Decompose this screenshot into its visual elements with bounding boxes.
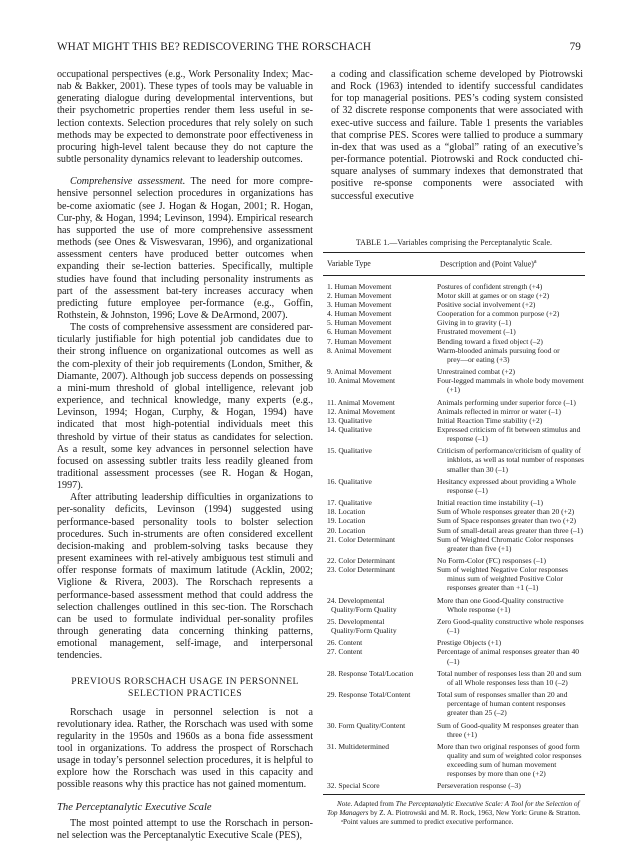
- table-row: [323, 516, 585, 525]
- table-row: [323, 669, 585, 687]
- paragraph: The most pointed attempt to use the Rorschach in person-nel selection was the Perceptanalytic Executive Scale (PES),: [57, 817, 313, 841]
- table-row: [323, 407, 585, 416]
- table-cell-description: Sum of Weighted Chromatic Color responses greater than five (+1): [437, 534, 574, 553]
- table-cell-variable-type: 28. Response Total/Location: [327, 668, 414, 678]
- table-row: [323, 446, 585, 473]
- table-cell-description: Total number of responses less than 20 and sum of all Whole responses less than 10 (–2): [437, 668, 582, 687]
- table-cell-variable-type: 13. Qualitative: [327, 415, 372, 425]
- table-cell-variable-type: 18. Location: [327, 507, 366, 517]
- note-source-title: The Perceptanalytic Executive Scale: A Tool for the Selection of Top Managers: [327, 799, 580, 817]
- table-row: [323, 416, 585, 425]
- table-cell-variable-type: 19. Location: [327, 516, 366, 526]
- table-1: [323, 238, 585, 827]
- table-row: [323, 638, 585, 647]
- paragraph: The costs of comprehensive assessment are considered par-ticularly justifiable for high potential job candidates due to their strong influence on organizational outcomes as well as the com-plexity of their job requirements (London, Smither, & Diamante, 2007). Although job success depends on possessing a mini-mum threshold of global intelligence, relevant job experience, and technical knowledge, many experts (e.g., Levinson, 1994; Hogan, Curphy, & Hogan, 1994) have indicated that most high-potential individuals meet this threshold by virtue of their status as candidates for selection. As a result, some key advances in personnel selection have focused on assessing subtler traits less readily gleaned from traditional assessment processes (see R. Hogan & Hogan, 1997).: [57, 322, 313, 492]
- running-header: [57, 41, 581, 53]
- table-cell-description: Unrestrained combat (+2): [437, 367, 516, 377]
- table-cell-variable-type: 29. Response Total/Content: [327, 690, 411, 700]
- table-cell-description: Hesitancy expressed about providing a Whole response (–1): [437, 476, 576, 495]
- table-row: [323, 721, 585, 739]
- table-row: [323, 690, 585, 717]
- table-cell-variable-type: 21. Color Determinant: [327, 534, 396, 544]
- page-number: 79: [569, 41, 581, 53]
- subsection-heading: The Perceptanalytic Executive Scale: [57, 801, 212, 813]
- table-cell-description: Sum of small-detail areas greater than three (–1): [437, 525, 584, 535]
- table-row: [323, 398, 585, 407]
- table-cell-description: Total sum of responses smaller than 20 and percentage of human content responses greater than 25 (–2): [437, 690, 568, 718]
- paragraph: [57, 176, 313, 322]
- table-cell-description: Giving in to gravity (–1): [437, 318, 512, 328]
- table-cell-description: Motor skill at games or on stage (+2): [437, 290, 550, 300]
- table-cell-variable-type: 15. Qualitative: [327, 446, 372, 456]
- table-cell-variable-type: 14. Qualitative: [327, 424, 372, 434]
- table-cell-description: Frustrated movement (–1): [437, 327, 516, 337]
- table-cell-variable-type: 31. Multidetermined: [327, 741, 390, 751]
- table-cell-variable-type: 1. Human Movement: [327, 281, 392, 291]
- table-row: [323, 291, 585, 300]
- table-cell-description: Warm-blooded animals pursuing food or prey—or eating (+3): [437, 345, 560, 364]
- table-cell-description: Initial reaction time instability (–1): [437, 498, 544, 508]
- table-row: [323, 337, 585, 346]
- table-cell-variable-type: 12. Animal Movement: [327, 406, 396, 416]
- left-column: [57, 69, 313, 842]
- table-cell-description: Sum of weighted Negative Color responses minus sum of weighted Positive Color responses greater than +1 (–1): [437, 565, 568, 593]
- table-cell-description: Zero Good-quality constructive whole responses (–1): [437, 616, 584, 636]
- table-cell-variable-type: 5. Human Movement: [327, 318, 392, 328]
- table-cell-description: Animals reflected in mirror or water (–1): [437, 406, 562, 416]
- table-cell-variable-type: 16. Qualitative: [327, 476, 372, 486]
- table-cell-variable-type: 9. Animal Movement: [327, 367, 392, 377]
- table-cell-description: Sum of Space responses greater than two (+2): [437, 516, 577, 526]
- table-row: [323, 327, 585, 336]
- section-heading-line: SELECTION PRACTICES: [128, 687, 242, 699]
- table-row: [323, 300, 585, 309]
- paragraph-body: The need for more compre-hensive personnel selection procedures in organizations has be-come axiomatic (see J. Hogan & Hogan, 2001; R. Hogan, Cur-phy, & Hogan, 1994; Levinson, 1994). Empirical research has supported the use of more comprehensive assessment methods (see Ones & Viswesvaran, 1996), and organizational assessment centers have produced better outcomes when expanding their se-lection batteries. Specifically, multiple studies have found that including personality instruments as part of the assessment bat-tery increases accuracy when predicting future employee per-formance (e.g., Goffin, Rothstein, & Johnston, 1996; Love & DeArmond, 2007).: [57, 176, 313, 321]
- table-cell-description: Criticism of performance/criticism of quality of inkblots, as well as total number of responses smaller than 30 (–1): [437, 446, 585, 474]
- table-caption: TABLE 1.—Variables comprising the Perceptanalytic Scale.: [355, 238, 553, 247]
- table-row: [323, 535, 585, 553]
- table-cell-variable-type: 26. Content: [327, 638, 363, 648]
- table-cell-description: Sum of Good-quality M responses greater than three (+1): [437, 720, 579, 739]
- table-cell-variable-type: 17. Qualitative: [327, 498, 372, 508]
- table-row: [323, 507, 585, 516]
- right-column: [331, 69, 583, 203]
- column-header-variable-type: Variable Type: [327, 259, 371, 268]
- table-cell-variable-type: 25. Developmental Quality/Form Quality: [327, 616, 397, 636]
- note-label: Note.: [337, 799, 353, 808]
- table-row: [323, 309, 585, 318]
- table-cell-variable-type: 6. Human Movement: [327, 327, 392, 337]
- footnote-marker: a: [533, 259, 537, 265]
- table-row: [323, 556, 585, 565]
- table-cell-variable-type: 4. Human Movement: [327, 309, 392, 319]
- table-cell-variable-type: 3. Human Movement: [327, 299, 392, 309]
- table-row: [323, 526, 585, 535]
- table-cell-description: No Form-Color (FC) responses (–1): [437, 556, 547, 565]
- table-row: [323, 617, 585, 635]
- table-cell-description: Initial Reaction Time stability (+2): [437, 415, 543, 425]
- table-cell-variable-type: 30. Form Quality/Content: [327, 720, 406, 730]
- table-row: [323, 647, 585, 665]
- table-cell-description: Prestige Objects (+1): [437, 638, 502, 648]
- table-cell-description: Bending toward a fixed object (–2): [437, 336, 543, 346]
- table-cell-variable-type: 24. Developmental Quality/Form Quality: [327, 595, 397, 614]
- table-cell-variable-type: 20. Location: [327, 525, 366, 535]
- section-heading: [57, 676, 313, 700]
- table-cell-variable-type: 10. Animal Movement: [327, 376, 396, 386]
- table-cell-variable-type: 2. Human Movement: [327, 290, 392, 300]
- table-cell-variable-type: 23. Color Determinant: [327, 565, 396, 575]
- table-cell-variable-type: 8. Animal Movement: [327, 345, 392, 355]
- run-in-heading: Comprehensive assessment.: [70, 176, 186, 188]
- table-note: Note. Adapted from The Perceptanalytic Executive Scale: A Tool for the Selection of Top Managers by Z. A. Piotrowski and M. R. Rock, 1963, New York: Grune & Stratton. ᵃPoint values are summed to predict executive performance.: [323, 800, 585, 827]
- table-row: [323, 367, 585, 376]
- paragraph: a coding and classification scheme developed by Piotrowski and Rock (1963) intended to identify successful candidates for top managerial positions. PES’s coding system consisted of 32 discrete response components that were associated with exec-utive success and failure. Table 1 presents the variables that comprise PES. Scores were tallied to produce a summary in-dex that was used as a “global” rating of an executive’s per-formance potential. Piotrowski and Rock conducted chi-square analyses of summary indexes that demonstrated that positive re-sponse components were associated with successful executive: [331, 69, 583, 202]
- table-row: [323, 425, 585, 443]
- table-cell-description: Expressed criticism of fit between stimulus and response (–1): [437, 424, 581, 444]
- table-cell-variable-type: 27. Content: [327, 647, 363, 657]
- table-row: [323, 596, 585, 614]
- table-row: [323, 282, 585, 291]
- table-cell-description: Perseveration response (–3): [437, 781, 521, 791]
- column-header-description: Description and (Point Value)$^a$: [440, 259, 537, 269]
- table-cell-description: Percentage of animal responses greater than 40 (–1): [437, 647, 580, 666]
- table-bottom-rule: [323, 794, 585, 795]
- table-cell-variable-type: 11. Animal Movement: [327, 397, 395, 407]
- table-cell-description: More than two original responses of good form quality and sum of weighted color responses exceeding sum of human movement responses by more than one (+2): [437, 741, 582, 779]
- table-row: [323, 477, 585, 495]
- table-row: [323, 742, 585, 779]
- table-cell-variable-type: 32. Special Score: [327, 781, 380, 791]
- table-footnote: ᵃPoint values are summed to predict executive performance.: [341, 817, 514, 826]
- table-row: [323, 318, 585, 327]
- table-cell-variable-type: 22. Color Determinant: [327, 556, 396, 565]
- table-cell-description: Postures of confident strength (+4): [437, 281, 543, 291]
- table-row: [323, 376, 585, 394]
- paragraph: Rorschach usage in personnel selection is not a revolutionary idea. Rather, the Rorschach was used with some regularity in the 1950s and 1960s as a bona fide assessment tool in organizations. To address the prospect of Rorschach usage in today’s personnel selection procedures, it is helpful to explore how the Rorschach was used in this capacity and possible reasons why this practice has not gained momentum.: [57, 706, 313, 791]
- table-row: [323, 781, 585, 790]
- table-header: [323, 253, 585, 275]
- section-heading-line: PREVIOUS RORSCHACH USAGE IN PERSONNEL: [71, 675, 299, 687]
- table-body: [323, 276, 585, 791]
- table-cell-description: Cooperation for a common purpose (+2): [437, 309, 560, 319]
- table-cell-variable-type: 7. Human Movement: [327, 336, 392, 346]
- table-cell-description: Animals performing under superior force (–1): [437, 397, 576, 407]
- paragraph: After attributing leadership difficulties in organizations to per-sonality deficits, Levinson (1994) suggested using performance-based personality tools to bolster selection procedures. Such in-struments are often considered excellent decision-making and problem-solving tasks because they present examinees with rel-atively ambiguous test stimuli and offer response formats of maximum latitude (Acklin, 2002; Viglione & Rivera, 2003). The Rorschach represents a performance-based assessment method that could address the selection challenges outlined in this sec-tion. The Rorschach can be used to formulate individual per-sonality profiles through generating data concerning thinking patterns, emotional management, self-image, and interpersonal tendencies.: [57, 492, 313, 662]
- table-row: [323, 565, 585, 592]
- table-row: [323, 498, 585, 507]
- table-row: [323, 346, 585, 364]
- table-cell-description: Positive social involvement (+2): [437, 299, 536, 309]
- paragraph: occupational perspectives (e.g., Work Personality Index; Mac-nab & Bakker, 2001). These types of tools may be valuable in generating dialogue during developmental interventions, but their psychometric properties render them less useful in se-lection contexts. Selection procedures that rely solely on such methods may be expected to demonstrate poor effectiveness in procuring high-level talent because they do not capture the subtle personality dynamics relevant to leadership outcomes.: [57, 69, 313, 166]
- table-cell-description: More than one Good-Quality constructive Whole response (+1): [437, 595, 564, 614]
- running-title: WHAT MIGHT THIS BE? REDISCOVERING THE RORSCHACH: [57, 41, 372, 53]
- table-cell-description: Sum of Whole responses greater than 20 (+2): [437, 507, 575, 517]
- table-cell-description: Four-legged mammals in whole body movement (+1): [437, 376, 584, 395]
